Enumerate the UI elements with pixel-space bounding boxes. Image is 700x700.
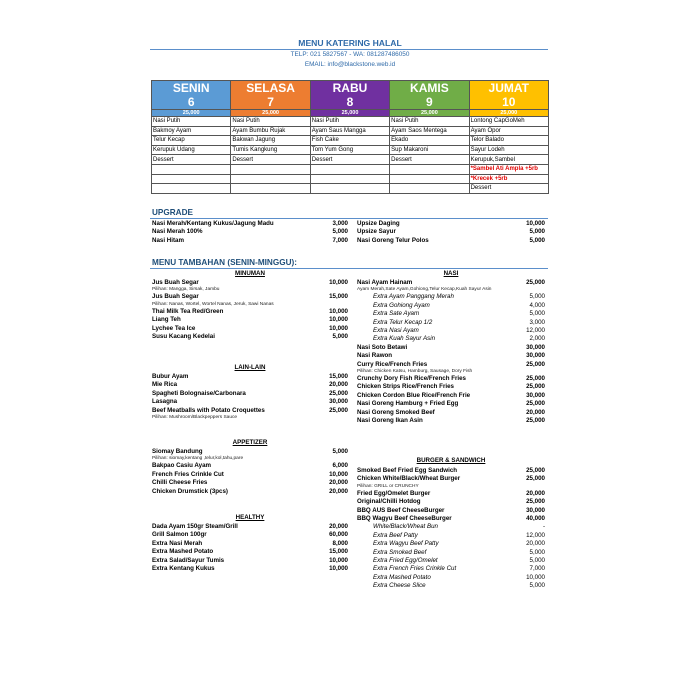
day-menu-item <box>390 174 469 184</box>
item-price: 20,000 <box>329 487 348 495</box>
item-price: 5,000 <box>529 557 545 565</box>
menu-item <box>152 540 348 548</box>
item-price: 2,000 <box>529 335 545 343</box>
appetizer-list <box>152 448 348 496</box>
item-name: Nasi Rawon <box>357 352 393 360</box>
upgrade-heading: UPGRADE <box>152 208 193 217</box>
day-number: 9 <box>390 95 469 110</box>
item-name: Extra Cheese Slice <box>373 582 426 590</box>
menu-item <box>357 310 545 318</box>
item-name: Chilli Cheese Fries <box>152 479 208 487</box>
menu-item <box>152 471 348 479</box>
minuman-list <box>152 279 348 341</box>
item-name: Beef Meatballs with Potato Croquettes <box>152 406 265 414</box>
day-menu-item: Dessert <box>231 155 310 165</box>
day-number: 10 <box>469 95 548 110</box>
day-menu-item <box>152 184 231 194</box>
menu-item <box>152 228 348 236</box>
item-name: Bubur Ayam <box>152 373 189 380</box>
menu-item <box>357 490 545 498</box>
menu-item <box>357 392 545 400</box>
item-price: 25,000 <box>526 400 545 408</box>
day-menu-item <box>152 164 231 174</box>
item-price: 30,000 <box>526 506 545 514</box>
day-number: 7 <box>231 95 310 110</box>
item-price: 30,000 <box>526 391 545 399</box>
upgrade-left-list <box>152 220 348 245</box>
day-menu-item: *Krecek +5rb <box>469 174 548 184</box>
item-options: Pilihan: Chicken Katsu, Hamburg, Sausage, Dory Fish <box>357 369 473 375</box>
item-name: Dada Ayam 150gr Steam/Grill <box>152 523 238 530</box>
item-price: 5,000 <box>529 582 545 590</box>
item-price: 12,000 <box>526 531 545 539</box>
item-name: Extra Kuah Sayur Asin <box>373 335 436 343</box>
item-name: Chicken White/Black/Wheat Burger <box>357 475 461 483</box>
item-name: Original/Chilli Hotdog <box>357 498 421 506</box>
item-name: Extra Smoked Beef <box>373 548 427 556</box>
menu-item <box>152 316 348 324</box>
menu-item <box>152 293 348 301</box>
day-price: 25,000 <box>469 110 548 117</box>
item-name: Extra Nasi Ayam <box>373 327 419 335</box>
item-name: Nasi Merah 100% <box>152 228 203 236</box>
item-price: 20,000 <box>329 479 348 487</box>
item-price: 15,000 <box>329 373 348 380</box>
menu-item <box>357 498 545 506</box>
menu-item <box>357 228 545 236</box>
item-price: 10,000 <box>329 470 348 478</box>
menu-item <box>357 549 545 557</box>
item-price: 25,000 <box>526 375 545 383</box>
menu-item <box>357 507 545 515</box>
item-price: 7,000 <box>529 565 545 573</box>
day-menu-item: Ekado <box>390 136 469 146</box>
item-price: 25,000 <box>329 389 348 397</box>
day-menu-item: Dessert <box>469 184 548 194</box>
item-price: 3,000 <box>529 318 545 326</box>
menu-item <box>152 565 348 573</box>
item-name: Grill Salmon 100gr <box>152 531 207 539</box>
day-menu-item: Dessert <box>310 155 389 165</box>
day-menu-item: Nasi Putih <box>390 117 469 127</box>
item-price: 15,000 <box>329 548 348 556</box>
phone-line: TELP: 021 5827567 - WA: 081287486050 <box>290 51 410 58</box>
menu-item <box>357 375 545 383</box>
minuman-heading: MINUMAN <box>235 270 265 277</box>
item-name: Lasagna <box>152 398 178 406</box>
item-price: 20,000 <box>329 523 348 530</box>
item-name: Fried Egg/Omelet Burger <box>357 489 431 497</box>
day-menu-item <box>310 174 389 184</box>
item-name: Nasi Soto Betawi <box>357 343 408 351</box>
day-menu-item: Sup Makaroni <box>390 145 469 155</box>
item-price: - <box>542 523 545 531</box>
menu-item <box>357 327 545 335</box>
item-price: 25,000 <box>526 360 545 368</box>
item-price: 25,000 <box>329 406 348 414</box>
menu-item <box>357 400 545 408</box>
menu-item <box>152 479 348 487</box>
day-price: 25,000 <box>310 110 389 117</box>
item-price: 12,000 <box>526 327 545 335</box>
day-name: SENIN <box>152 81 231 96</box>
menu-item <box>152 488 348 496</box>
item-options: Pilihan: siomay,kentang ,telur,kol,tahu,pare <box>152 456 244 462</box>
item-price: 25,000 <box>526 475 545 483</box>
item-price: 20,000 <box>329 381 348 389</box>
nasi-list <box>357 279 545 426</box>
day-menu-item <box>231 184 310 194</box>
day-menu-item <box>310 164 389 174</box>
item-options: Pilihan: GRILL or CRUNCHY <box>357 483 419 489</box>
item-name: Nasi Goreng Telur Polos <box>357 236 429 244</box>
menu-item <box>357 532 545 540</box>
day-menu-item: Nasi Putih <box>231 117 310 127</box>
menu-item <box>152 237 348 245</box>
item-name: Extra Telur Kecap 1/2 <box>373 318 433 326</box>
item-name: Thai Milk Tea Red/Green <box>152 307 224 315</box>
item-name: Extra Beef Patty <box>373 531 418 539</box>
item-name: Jus Buah Segar <box>152 293 199 301</box>
menu-item <box>357 523 545 531</box>
day-menu-item: Nasi Putih <box>152 117 231 127</box>
day-menu-item: Ayam Saos Mentega <box>390 126 469 136</box>
email-line: EMAIL: info@blackstone.web.id <box>304 61 396 68</box>
day-price: 25,000 <box>231 110 310 117</box>
day-price: 25,000 <box>152 110 231 117</box>
item-price: 5,000 <box>332 228 348 236</box>
weekly-menu-table <box>151 80 549 194</box>
day-menu-item: Telor Balado <box>469 136 548 146</box>
day-menu-item <box>152 174 231 184</box>
item-name: Extra Wagyu Beef Patty <box>373 540 439 548</box>
day-menu-item <box>390 184 469 194</box>
item-name: Lychee Tea Ice <box>152 324 196 332</box>
item-name: French Fries Crinkle Cut <box>152 470 224 478</box>
item-name: Liang Teh <box>152 316 181 324</box>
menu-item <box>152 308 348 316</box>
day-price: 25,000 <box>390 110 469 117</box>
item-price: 5,000 <box>529 293 545 301</box>
item-name: Extra Fried Egg/Omelet <box>373 557 438 565</box>
item-name: Extra Ayam Panggang Merah <box>373 293 454 301</box>
item-price: 10,000 <box>329 307 348 315</box>
day-menu-item: Bakwan Jagung <box>231 136 310 146</box>
item-price: 10,000 <box>329 279 348 286</box>
menu-item <box>357 344 545 352</box>
item-price: 10,000 <box>526 220 545 227</box>
menu-item <box>152 325 348 333</box>
item-options: Pilihan: Nanas, Wortel, Wortel Nanas, Jeruk, Sawi Nanas <box>152 301 274 307</box>
item-price: 10,000 <box>526 573 545 581</box>
menu-item <box>357 220 545 228</box>
menu-title: MENU KATERING HALAL <box>298 38 402 48</box>
item-price: 25,000 <box>526 417 545 425</box>
menu-item <box>357 417 545 425</box>
menu-item <box>357 352 545 360</box>
day-number: 6 <box>152 95 231 110</box>
day-name: KAMIS <box>390 81 469 96</box>
item-name: Upsize Sayur <box>357 228 396 236</box>
item-name: Nasi Goreng Ikan Asin <box>357 417 423 425</box>
menu-item <box>357 319 545 327</box>
item-price: 10,000 <box>329 324 348 332</box>
menu-item <box>357 540 545 548</box>
item-name: Extra Gohiong Ayam <box>373 301 430 309</box>
menu-item <box>357 361 545 369</box>
item-price: 40,000 <box>526 515 545 523</box>
day-menu-item: Dessert <box>152 155 231 165</box>
menu-item <box>357 565 545 573</box>
tambahan-heading: MENU TAMBAHAN (SENIN-MINGGU): <box>152 258 297 267</box>
item-name: Jus Buah Segar <box>152 279 199 286</box>
item-name: Chicken Drumstick (3pcs) <box>152 487 228 495</box>
day-menu-item: Ayam Opor <box>469 126 548 136</box>
item-name: Extra Nasi Merah <box>152 539 203 547</box>
day-menu-item: *Sambel Ati Ampla +5rb <box>469 164 548 174</box>
healthy-heading: HEALTHY <box>235 514 265 521</box>
item-price: 25,000 <box>526 498 545 506</box>
item-name: BBQ Wagyu Beef CheeseBurger <box>357 515 452 523</box>
day-menu-item <box>231 174 310 184</box>
item-name: Nasi Merah/Kentang Kukus/Jagung Madu <box>152 220 274 227</box>
item-price: 20,000 <box>526 540 545 548</box>
item-name: Chicken Strips Rice/French Fries <box>357 383 454 391</box>
menu-item <box>357 515 545 523</box>
day-menu-item: Ayam Saus Mangga <box>310 126 389 136</box>
day-menu-item: Fish Cake <box>310 136 389 146</box>
item-price: 7,000 <box>332 236 348 244</box>
upgrade-right-list <box>357 220 545 245</box>
menu-item <box>357 302 545 310</box>
item-price: 25,000 <box>526 467 545 474</box>
item-price: 15,000 <box>329 293 348 301</box>
day-menu-item: Sayur Lodeh <box>469 145 548 155</box>
menu-item <box>152 407 348 415</box>
day-menu-item: Dessert <box>390 155 469 165</box>
item-name: Crunchy Dory Fish Rice/French Fries <box>357 375 466 383</box>
item-price: 3,000 <box>332 220 348 227</box>
menu-item <box>152 548 348 556</box>
day-menu-item <box>231 164 310 174</box>
item-name: Chicken Cordon Blue Rice/French Frie <box>357 391 471 399</box>
item-options: Pilihan: Mangga, Sirsak, Jambu <box>152 287 220 293</box>
item-name: Nasi Hitam <box>152 236 184 244</box>
menu-item <box>357 467 545 475</box>
menu-item <box>152 333 348 341</box>
item-options: Pilihan: Mushroom/Blackpeppers Sauce <box>152 415 238 421</box>
menu-item <box>152 390 348 398</box>
burger-heading: BURGER & SANDWICH <box>416 457 486 464</box>
item-price: 5,000 <box>529 228 545 236</box>
item-price: 5,000 <box>529 236 545 244</box>
menu-item <box>152 381 348 389</box>
item-price: 5,000 <box>529 310 545 318</box>
nasi-heading: NASI <box>443 270 459 277</box>
item-name: Extra French Fries Crinkle Cut <box>373 565 457 573</box>
item-name: Siomay Bandung <box>152 448 203 455</box>
item-options: Ayam Merah,Sate Ayam,Gohiong,Telur Kecap,Kuah Sayur Asin <box>357 287 492 293</box>
item-price: 30,000 <box>329 398 348 406</box>
menu-item <box>357 582 545 590</box>
appetizer-heading: APPETIZER <box>232 439 268 446</box>
day-menu-item: Kerupuk Udang <box>152 145 231 155</box>
menu-item <box>152 398 348 406</box>
item-price: 6,000 <box>332 462 348 470</box>
item-price: 4,000 <box>529 301 545 309</box>
menu-item <box>152 523 348 531</box>
menu-item <box>152 462 348 470</box>
item-name: Susu Kacang Kedelai <box>152 333 215 341</box>
item-price: 20,000 <box>526 408 545 416</box>
item-name: Extra Mashed Potato <box>373 573 431 581</box>
item-name: Bakpao Casiu Ayam <box>152 462 212 470</box>
menu-item <box>357 383 545 391</box>
item-price: 5,000 <box>529 548 545 556</box>
menu-item <box>152 557 348 565</box>
item-price: 10,000 <box>329 565 348 573</box>
day-menu-item <box>310 184 389 194</box>
item-name: Nasi Goreng Smoked Beef <box>357 408 435 416</box>
menu-item <box>152 373 348 381</box>
menu-item <box>357 335 545 343</box>
item-name: Curry Rice/French Fries <box>357 360 428 368</box>
day-menu-item: Ayam Bumbu Rujak <box>231 126 310 136</box>
day-name: JUMAT <box>469 81 548 96</box>
lain-list <box>152 373 348 421</box>
day-menu-item: Kerupuk,Sambel <box>469 155 548 165</box>
item-name: BBQ AUS Beef CheeseBurger <box>357 506 445 514</box>
day-name: SELASA <box>231 81 310 96</box>
healthy-list <box>152 523 348 573</box>
item-name: White/Black/Wheat Bun <box>373 523 438 531</box>
item-price: 10,000 <box>329 556 348 564</box>
day-menu-item: Bakmoy Ayam <box>152 126 231 136</box>
item-price: 60,000 <box>329 531 348 539</box>
item-price: 8,000 <box>332 539 348 547</box>
item-name: Nasi Goreng Hamburg + Fried Egg <box>357 400 459 408</box>
item-price: 10,000 <box>329 316 348 324</box>
item-name: Extra Salad/Sayur Tumis <box>152 556 225 564</box>
item-name: Extra Mashed Potato <box>152 548 214 556</box>
day-menu-item <box>390 164 469 174</box>
day-menu-item: Lontong CapGoMeh <box>469 117 548 127</box>
item-name: Mie Rica <box>152 381 178 389</box>
day-menu-item: Tumis Kangkung <box>231 145 310 155</box>
menu-item <box>357 557 545 565</box>
item-price: 25,000 <box>526 383 545 391</box>
item-price: 30,000 <box>526 343 545 351</box>
item-price: 30,000 <box>526 352 545 360</box>
item-name: Extra Kentang Kukus <box>152 565 215 573</box>
item-price: 5,000 <box>332 448 348 455</box>
item-price: 5,000 <box>332 333 348 341</box>
item-name: Nasi Ayam Hainam <box>357 279 413 286</box>
day-number: 8 <box>310 95 389 110</box>
lain-heading: LAIN-LAIN <box>234 364 266 371</box>
menu-item <box>152 220 348 228</box>
day-menu-item: Telur Kecap <box>152 136 231 146</box>
day-menu-item: Nasi Putih <box>310 117 389 127</box>
day-name: RABU <box>310 81 389 96</box>
day-menu-item: Tom Yum Gong <box>310 145 389 155</box>
menu-item <box>357 475 545 483</box>
menu-item <box>357 574 545 582</box>
burger-list <box>357 467 545 591</box>
menu-item <box>357 293 545 301</box>
item-price: 20,000 <box>526 489 545 497</box>
item-name: Spagheti Bolognaise/Carbonara <box>152 389 246 397</box>
item-name: Smoked Beef Fried Egg Sandwich <box>357 467 458 474</box>
menu-item <box>357 237 545 245</box>
menu-item <box>152 531 348 539</box>
item-price: 25,000 <box>526 279 545 286</box>
item-name: Upsize Daging <box>357 220 400 227</box>
item-name: Extra Sate Ayam <box>373 310 420 318</box>
menu-item <box>357 409 545 417</box>
